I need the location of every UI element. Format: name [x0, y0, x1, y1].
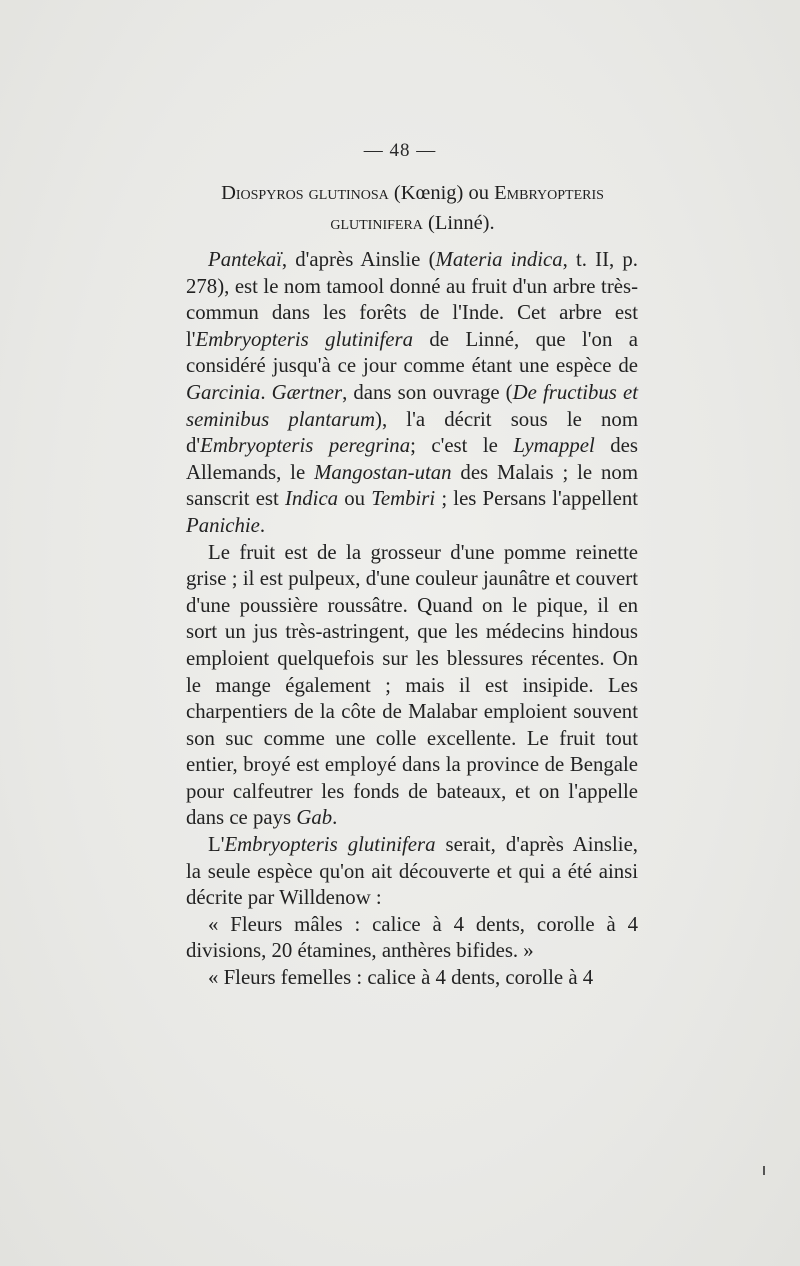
italic-term: Gab: [296, 806, 333, 830]
italic-term: Pantekaï: [208, 248, 282, 271]
body-text: [186, 247, 638, 992]
text-run: des Malais ; le nom sanscrit est: [186, 460, 638, 511]
text-run: , t. II, p. 278), est le nom tamool donné au fruit d'un arbre très-commun dans les forêts de l'Inde. Cet arbre est l': [186, 248, 638, 351]
text-run: .: [332, 806, 338, 830]
text-run: ou: [338, 487, 372, 511]
italic-term: Gærtner: [271, 380, 343, 404]
text-run: de Linné, que l'on a considéré jusqu'à ce jour comme étant une espèce de: [186, 327, 638, 378]
italic-term: Embryopteris glutinifera: [195, 327, 413, 351]
page-number: — 48 —: [363, 140, 437, 161]
italic-term: Indica: [284, 487, 339, 511]
text-run: ; les Persans l'appellent: [435, 487, 638, 511]
heading-author: (Linné).: [422, 212, 495, 234]
body-paragraph: [186, 965, 638, 992]
body-paragraph: [186, 247, 638, 540]
text-run: « Fleurs mâles : calice à 4 dents, corolle à 4 divisions, 20 étamines, anthères bifides. »: [186, 912, 638, 963]
body-paragraph: [186, 832, 638, 912]
italic-term: Embryopteris glutinifera: [224, 833, 436, 857]
italic-term: Mangostan-utan: [314, 460, 452, 484]
heading-connector: (Kœnig) ou: [388, 182, 495, 204]
text-run: serait, d'après Ainslie, la seule espèce qu'on ait découverte et qui a été ainsi décrite par Willdenow :: [186, 833, 638, 910]
text-run: « Fleurs femelles : calice à 4 dents, corolle à 4: [208, 966, 594, 990]
italic-term: Garcinia: [186, 380, 261, 404]
italic-term: Tembiri: [371, 487, 436, 511]
text-run: L': [208, 833, 225, 857]
italic-term: De fructibus et seminibus plantarum: [186, 380, 638, 431]
text-run: , dans son ouvrage (: [342, 380, 513, 404]
text-run: ; c'est le: [410, 434, 514, 458]
text-run: , d'après Ainslie (: [281, 248, 436, 271]
body-paragraph: [186, 912, 638, 965]
italic-term: Embryopteris peregrina: [200, 434, 411, 458]
text-run: Le fruit est de la grosseur d'une pomme reinette grise ; il est pulpeux, d'une couleur jaunâtre et couvert d'une poussière roussâtre. Quand on le pique, il en sort un jus très-astringent, que les médecins hindous emploient quelquefois sur les blessures récentes. On le mange également ; mais il est insipide. Les charpentiers de la côte de Malabar emploient souvent son suc comme une colle excellente. Le fruit tout entier, broyé est employé dans la province de Bengale pour calfeutrer les fonds de bateaux, et on l'appelle dans ce pays: [186, 540, 638, 830]
italic-term: Lymappel: [513, 434, 595, 458]
margin-mark: [763, 1166, 765, 1175]
italic-term: Materia indica: [435, 248, 563, 271]
text-run: .: [260, 380, 272, 404]
heading-species: glutinifera: [330, 212, 423, 234]
text-run: ), l'a décrit sous le nom d': [186, 407, 638, 458]
heading-genus-diospyros: Diospyros glutinosa: [221, 182, 389, 204]
heading-genus-embryopteris: Embryopteris: [494, 182, 604, 204]
section-heading: [185, 178, 640, 238]
text-run: des Allemands, le: [186, 434, 638, 484]
body-paragraph: [186, 540, 638, 833]
text-run: .: [259, 513, 266, 537]
italic-term: Panichie: [186, 513, 260, 537]
